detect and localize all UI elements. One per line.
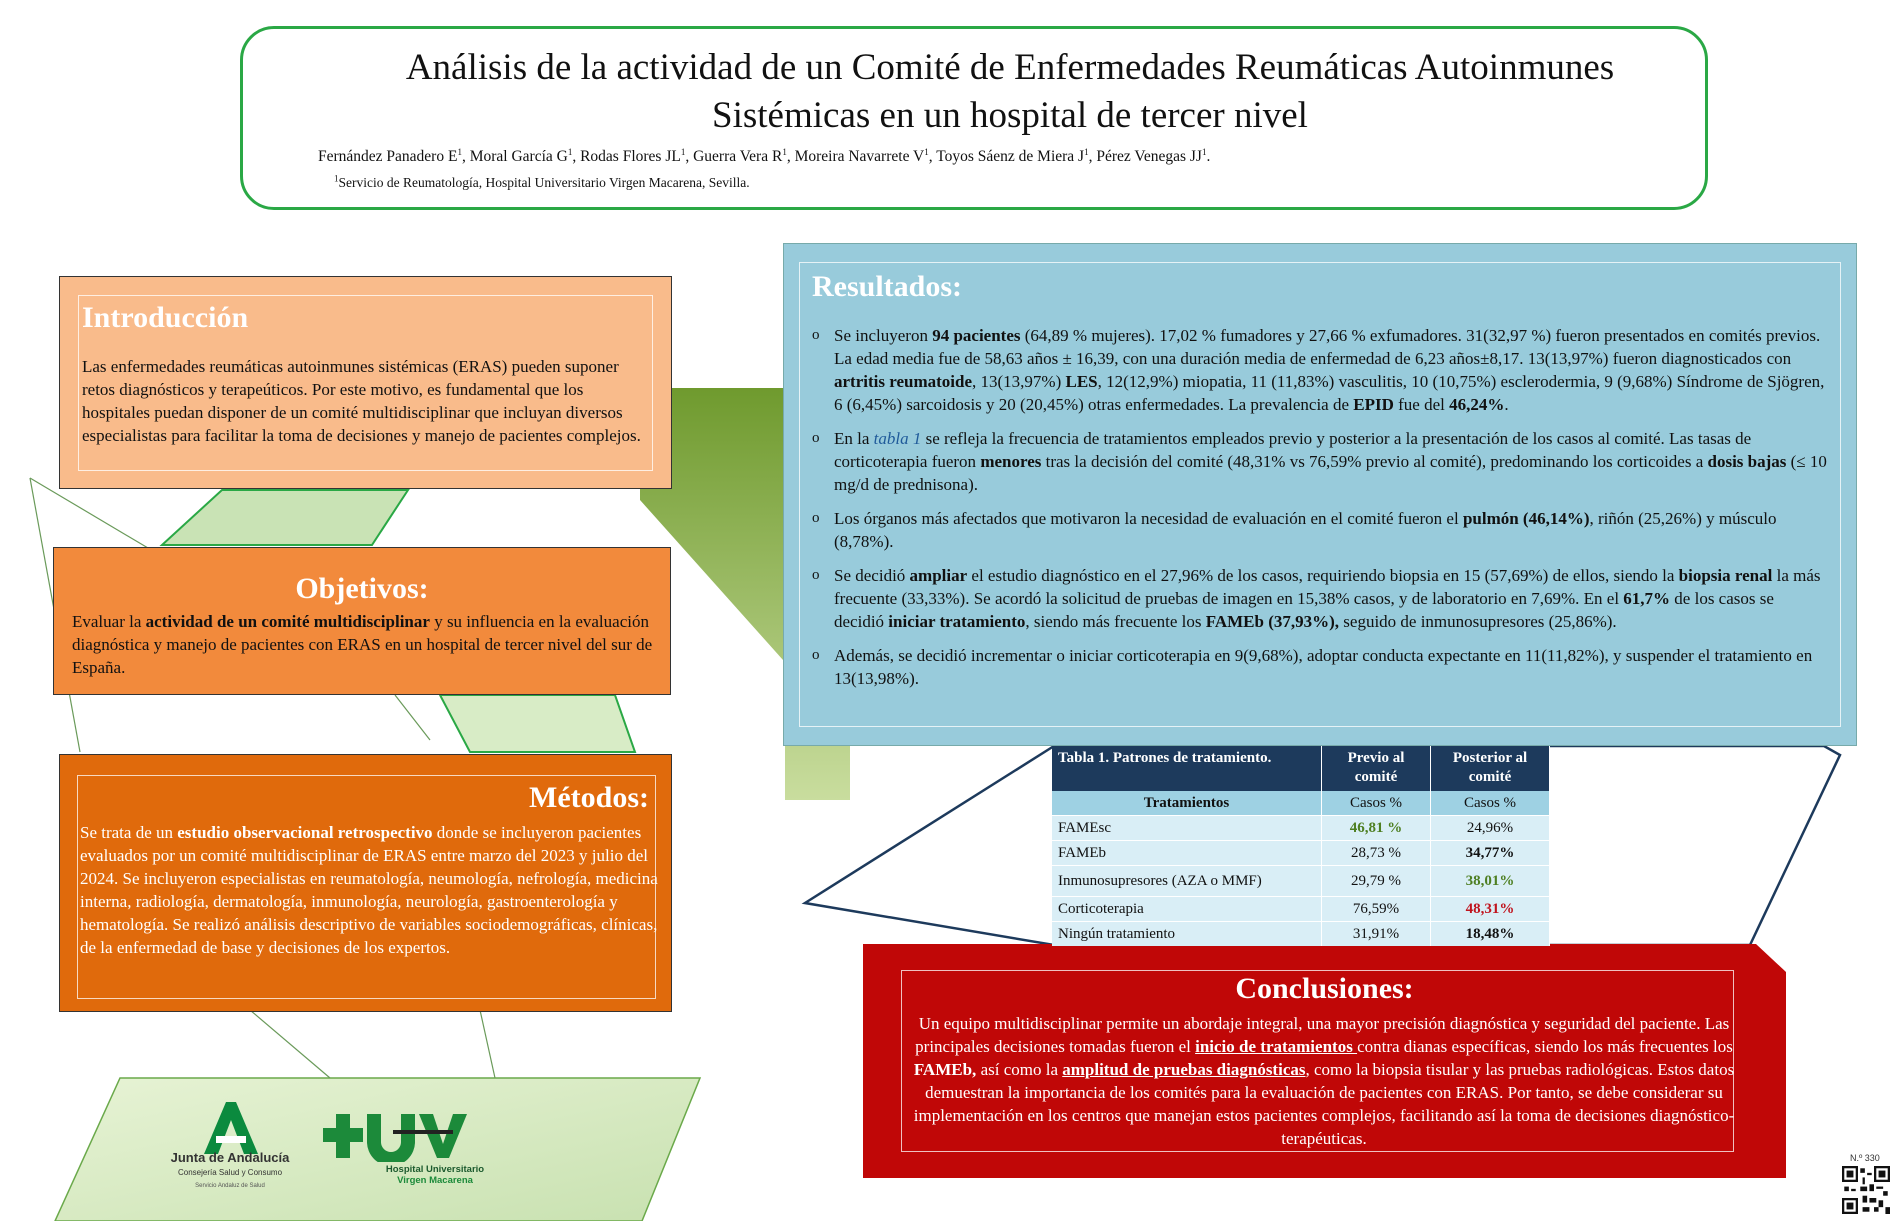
- huvm-logo-text: Hospital Universitario Virgen Macarena: [385, 1164, 485, 1186]
- author: Fernández Panadero E: [318, 148, 458, 165]
- conclusions-title: Conclusiones:: [1235, 972, 1414, 1005]
- thin-line-mid: [395, 695, 430, 740]
- objectives-section: [53, 547, 671, 695]
- green-parallelogram-1: [162, 490, 408, 545]
- table-reference-link[interactable]: tabla 1: [873, 429, 922, 448]
- junta-andalucia-logo-icon: [186, 1100, 266, 1156]
- author: Moral García G: [469, 148, 568, 165]
- introduction-text: Las enfermedades reumáticas autoinmunes sistémicas (ERAS) pueden suponer retos diagnósticos y terapeúticos. Por este motivo, es fundamental que los hospitales puedan disponer de un comité multidisciplinar que incluyan diversos especialistas para facilitar la toma de decisiones y manejo de pacientes complejos.: [82, 357, 641, 445]
- author: Rodas Flores JL: [580, 148, 681, 165]
- list-item: o En la tabla 1 se refleja la frecuencia de tratamientos empleados previo y posterior a la presentación de los casos al comité. Las tasas de corticoterapia fueron menores tras la decisión del comité (48,31% vs 76,59% previo al comité), predominando los corticoides a dosis bajas (≤ 10 mg/d de prednisona).: [812, 427, 1827, 496]
- huvm-logo-icon: [323, 1110, 479, 1162]
- author: Guerra Vera R: [693, 148, 783, 165]
- author: Moreira Navarrete V: [794, 148, 925, 165]
- table-row: Inmunosupresores (AZA o MMF) 29,79 % 38,01%: [1052, 866, 1550, 897]
- thin-line-bottom: [250, 1010, 330, 1078]
- methods-title: Métodos:: [529, 781, 649, 814]
- unit-posterior: Casos %: [1431, 791, 1550, 816]
- authors-line: Fernández Panadero $E^1$, Moral García $G^1$, Rodas Flores $JL^1$, Guerra Vera $R^1$, Moreira Navarrete $V^1$, Toyos Sáenz de Miera $J^1$, Pérez Venegas $JJ^1$.: [318, 146, 1211, 165]
- title-line-2: Sistémicas en un hospital de tercer nivel: [712, 95, 1308, 136]
- introduction-section: [59, 276, 672, 489]
- table-row: Ningún tratamiento 31,91% 18,48%: [1052, 922, 1550, 947]
- results-list: [812, 324, 1827, 701]
- author: Toyos Sáenz de Miera J: [936, 148, 1085, 165]
- qr-code-icon[interactable]: [1842, 1166, 1890, 1214]
- green-parallelogram-2: [440, 695, 635, 752]
- table-row: Corticoterapia 76,59% 48,31%: [1052, 897, 1550, 922]
- list-item: o Se incluyeron 94 pacientes (64,89 % mujeres). 17,02 % fumadores y 27,66 % exfumadores. 31(32,97 %) fueron presentados en comités previos. La edad media fue de 58,63 años ± 16,39, con una duración media de enfermedad de 6,23 años±8,17. 13(13,97%) fueron diagnosticados con artritis reumatoide, 13(13,97%) LES, 12(12,9%) miopatia, 11 (11,83%) vasculitis, 10 (10,75%) esclerodermia, 9 (9,68%) Síndrome de Sjögren, 6 (6,45%) sarcoidosis y 20 (20,45%) otras enfermedades. La prevalencia de EPID fue del 46,24%.: [812, 324, 1827, 416]
- poster-title: [330, 44, 1690, 140]
- list-item: o Además, se decidió incrementar o iniciar corticoterapia en 9(9,68%), adoptar conducta expectante en 11(11,82%), y suspender el tratamiento en 13(13,98%).: [812, 644, 1827, 690]
- junta-andalucia-logo-text: Junta de Andalucía Consejería Salud y Consumo Servicio Andaluz de Salud: [170, 1150, 290, 1189]
- methods-text: Se trata de un estudio observacional retrospectivo donde se incluyeron pacientes evaluados por un comité multidisciplinar de ERAS entre marzo del 2023 y julio del 2024. Se incluyeron especialistas en reumatología, neumología, nefrología, medicina interna, radiología, dermatología, inmunología, neurología, gastroenterología y hematología. Se realizó análisis descriptivo de variables sociodemográficas, clínicas, de la enfermedad de base y decisiones de los expertos.: [80, 823, 658, 957]
- col-previo: Previo al comité: [1322, 746, 1431, 791]
- conclusions-section: [863, 944, 1786, 1178]
- row-header: Tratamientos: [1052, 791, 1322, 816]
- treatment-table: [1052, 746, 1550, 946]
- unit-previo: Casos %: [1322, 791, 1431, 816]
- col-posterior: Posterior al comité: [1431, 746, 1550, 791]
- list-item: o Los órganos más afectados que motivaron la necesidad de evaluación en el comité fueron el pulmón (46,14%), riñón (25,26%) y músculo (8,78%).: [812, 507, 1827, 553]
- table-row: FAMEsc 46,81 % 24,96%: [1052, 816, 1550, 841]
- results-title: Resultados:: [812, 270, 963, 303]
- methods-section: [59, 754, 672, 1012]
- list-item: o Se decidió ampliar el estudio diagnóstico en el 27,96% de los casos, requiriendo biopsia en 15 (57,69%) de ellos, siendo la biopsia renal la más frecuente (33,33%). Se acordó la solicitud de pruebas de imagen en 15,38% casos, y de laboratorio en 7,69%. En el 61,7% de los casos se decidió iniciar tratamiento, siendo más frecuente los FAMEb (37,93%), seguido de inmunosupresores (25,86%).: [812, 564, 1827, 633]
- table-row: FAMEb 28,73 % 34,77%: [1052, 841, 1550, 866]
- title-line-1: Análisis de la actividad de un Comité de Enfermedades Reumáticas Autoinmunes: [405, 47, 1615, 88]
- table-caption: Tabla 1. Patrones de tratamiento.: [1052, 746, 1322, 791]
- objectives-title: Objetivos:: [295, 572, 429, 605]
- objectives-text: Evaluar la actividad de un comité multidisciplinar y su influencia en la evaluación diagnóstica y manejo de pacientes con ERAS en un hospital de tercer nivel del sur de España.: [72, 612, 653, 677]
- conclusions-text: Un equipo multidisciplinar permite un abordaje integral, una mayor precisión diagnóstica y seguridad del paciente. Las principales decisiones tomadas fueron el inicio de tratamientos contra dianas específicas, siendo los más frecuentes los FAMEb, así como la amplitud de pruebas diagnósticas, como la biopsia tisular y las pruebas radiológicas. Estos datos demuestran la importancia de los comités para la evaluación de pacientes con ERAS. Por tanto, se debe considerar su implementación en los centros que manejan estos pacientes complejos, facilitando así la toma de decisiones diagnóstico-terapéuticas.: [913, 1014, 1735, 1148]
- results-section: [783, 243, 1857, 746]
- affiliation: $^1$Servicio de Reumatología, Hospital Universitario Virgen Macarena, Sevilla.: [334, 173, 750, 190]
- introduction-title: Introducción: [82, 301, 249, 334]
- author: Pérez Venegas JJ: [1096, 148, 1202, 165]
- thin-line-bottom-2: [480, 1010, 495, 1078]
- poster-number: N.º 330: [1850, 1153, 1880, 1163]
